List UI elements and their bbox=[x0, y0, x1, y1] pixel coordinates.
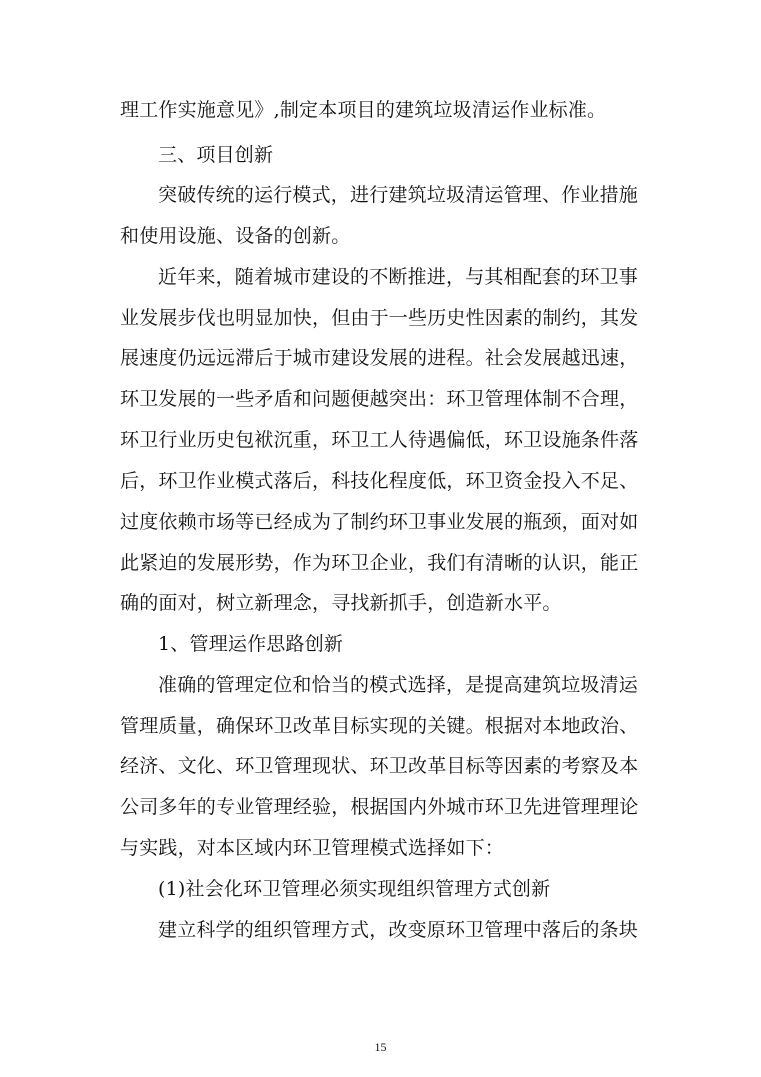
text-line-1: 理工作实施意见》,制定本项目的建筑垃圾清运作业标准。 bbox=[120, 99, 607, 121]
text-line-5: 近年来，随着城市建设的不断推进，与其相配套的环卫事 bbox=[158, 266, 639, 288]
text-line-3: 突破传统的运行模式，进行建筑垃圾清运管理、作业措施 bbox=[158, 184, 639, 206]
text-line-6: 业发展步伐也明显加快，但由于一些历史性因素的制约，其发 bbox=[120, 307, 639, 329]
text-line-9: 环卫行业历史包袱沉重，环卫工人待遇偏低，环卫设施条件落 bbox=[120, 429, 639, 451]
text-line-7: 展速度仍远远滞后于城市建设发展的进程。社会发展越迅速， bbox=[120, 347, 639, 369]
text-line-13: 确的面对，树立新理念，寻找新抓手，创造新水平。 bbox=[120, 592, 562, 614]
text-line-15: 准确的管理定位和恰当的模式选择，是提高建筑垃圾清运 bbox=[158, 674, 639, 696]
page-number: 15 bbox=[374, 1040, 387, 1054]
text-line-10: 后，环卫作业模式落后，科技化程度低，环卫资金投入不足、 bbox=[120, 470, 639, 492]
text-line-19: 与实践，对本区域内环卫管理模式选择如下： bbox=[120, 837, 505, 859]
text-line-16: 管理质量，确保环卫改革目标实现的关键。根据对本地政治、 bbox=[120, 715, 639, 737]
text-line-4: 和使用设施、设备的创新。 bbox=[120, 225, 351, 247]
subheading-management-innovation: 1、管理运作思路创新 bbox=[158, 633, 344, 655]
subheading-organization-innovation: (1)社会化环卫管理必须实现组织管理方式创新 bbox=[158, 878, 551, 900]
text-line-17: 经济、文化、环卫管理现状、环卫改革目标等因素的考察及本 bbox=[120, 755, 639, 777]
section-heading-project-innovation: 三、项目创新 bbox=[158, 144, 274, 166]
text-line-11: 过度依赖市场等已经成为了制约环卫事业发展的瓶颈，面对如 bbox=[120, 511, 639, 533]
text-line-8: 环卫发展的一些矛盾和问题便越突出：环卫管理体制不合理， bbox=[120, 388, 639, 410]
text-line-18: 公司多年的专业管理经验，根据国内外城市环卫先进管理理论 bbox=[120, 796, 639, 818]
text-line-12: 此紧迫的发展形势，作为环卫企业，我们有清晰的认识，能正 bbox=[120, 552, 639, 574]
text-line-21: 建立科学的组织管理方式，改变原环卫管理中落后的条块 bbox=[158, 919, 639, 941]
